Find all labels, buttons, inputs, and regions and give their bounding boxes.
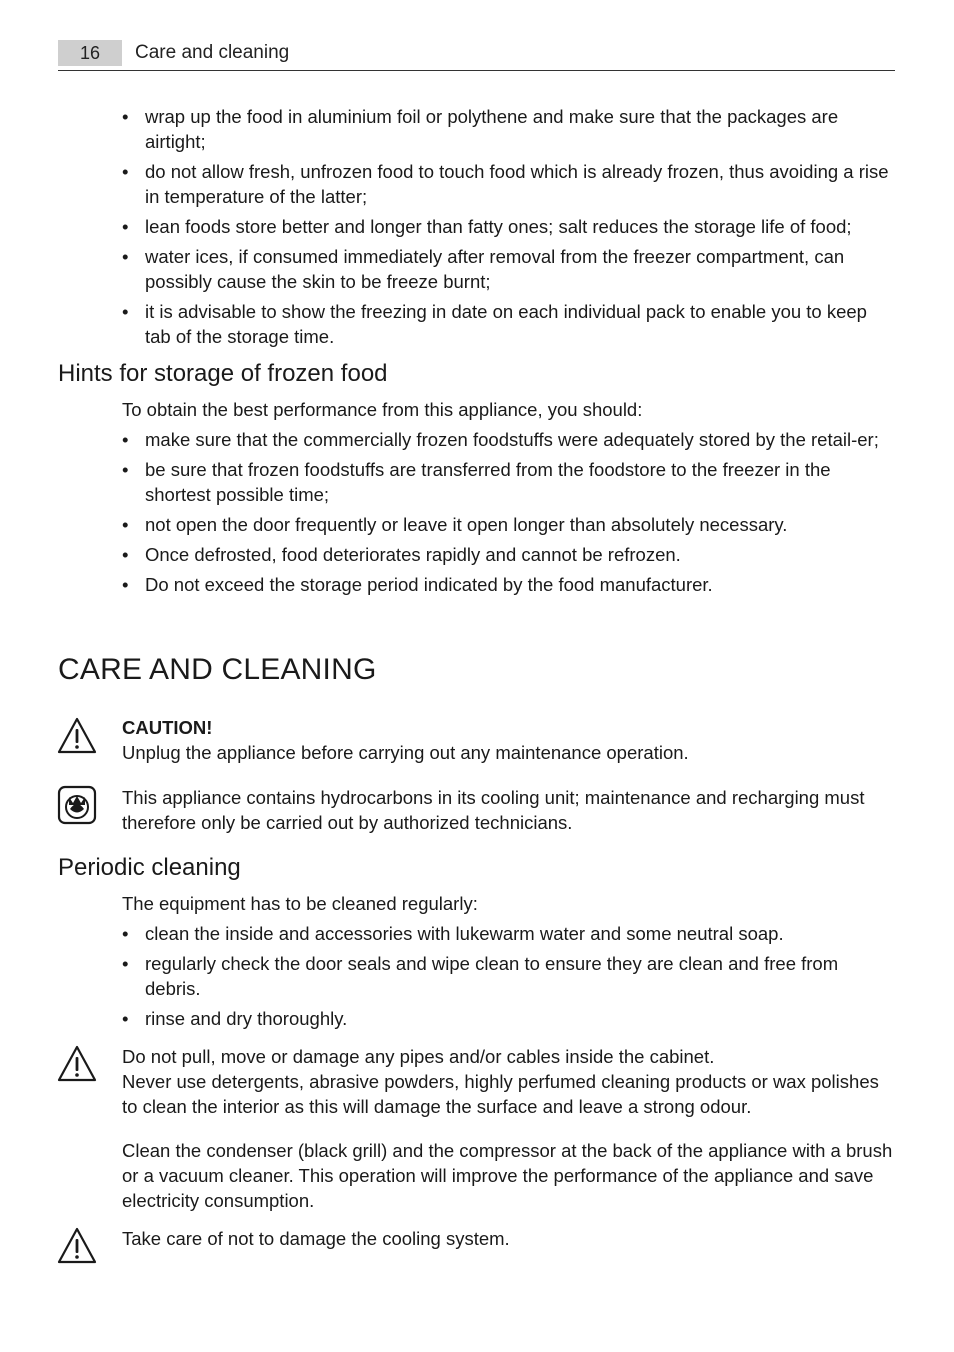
list-item: • it is advisable to show the freezing in date on each individual pack to enable you to keep tab of the storage time. (122, 301, 867, 347)
list-item: • wrap up the food in aluminium foil or polythene and make sure that the packages are airtight; (122, 106, 839, 152)
list-item: • lean foods store better and longer than fatty ones; salt reduces the storage life of food; (122, 216, 852, 237)
periodic-heading: Periodic cleaning (58, 854, 241, 881)
warning-block (122, 1044, 894, 1119)
environment-icon (57, 785, 97, 825)
hints-intro: To obtain the best performance from this appliance, you should: (122, 399, 643, 420)
caution-text: Unplug the appliance before carrying out any maintenance operation. (122, 742, 689, 763)
warning-text-detergents: Never use detergents, abrasive powders, highly perfumed cleaning products or wax polishes to clean the interior as this will damage the surface and leave a strong odour. (122, 1071, 879, 1117)
list-item: • make sure that the commercially frozen foodstuffs were adequately stored by the retail-er; (122, 429, 879, 450)
cooling-warning-text: Take care of not to damage the cooling system. (122, 1228, 510, 1249)
top-bullet-list (122, 104, 892, 354)
warning-icon (57, 1226, 97, 1266)
list-item: • be sure that frozen foodstuffs are transferred from the foodstore to the freezer in the shortest possible time; (122, 459, 831, 505)
periodic-intro: The equipment has to be cleaned regularly: (122, 893, 478, 914)
list-item: • do not allow fresh, unfrozen food to touch food which is already frozen, thus avoiding a rise in temperature of the latter; (122, 161, 889, 207)
section-heading: CARE AND CLEANING (58, 653, 377, 686)
list-item: • regularly check the door seals and wipe clean to ensure they are clean and free from debris. (122, 953, 839, 999)
list-item: • water ices, if consumed immediately after removal from the freezer compartment, can possibly cause the skin to be freeze burnt; (122, 246, 845, 292)
caution-title: CAUTION! (122, 717, 213, 738)
warning-text-pipes: Do not pull, move or damage any pipes and/or cables inside the cabinet. (122, 1046, 715, 1067)
warning-icon (57, 716, 97, 756)
caution-block (122, 715, 894, 765)
list-item: • Once defrosted, food deteriorates rapidly and cannot be refrozen. (122, 544, 681, 565)
list-item: • not open the door frequently or leave it open longer than absolutely necessary. (122, 514, 788, 535)
list-item: • rinse and dry thoroughly. (122, 1008, 348, 1029)
page-number: 16 (58, 40, 122, 66)
condenser-text: Clean the condenser (black grill) and the compressor at the back of the appliance with a brush or a vacuum cleaner. This operation will improve the performance of the appliance and save electricity consumption. (122, 1140, 893, 1211)
list-item: • clean the inside and accessories with lukewarm water and some neutral soap. (122, 923, 784, 944)
list-item: • Do not exceed the storage period indicated by the food manufacturer. (122, 574, 713, 595)
page-header (58, 40, 895, 71)
environment-text: This appliance contains hydrocarbons in its cooling unit; maintenance and recharging must therefore only be carried out by authorized technicians. (122, 787, 865, 833)
hints-bullet-list (122, 427, 892, 602)
hints-heading: Hints for storage of frozen food (58, 360, 388, 387)
periodic-bullet-list (122, 921, 892, 1036)
header-section-title: Care and cleaning (135, 42, 290, 63)
warning-icon (57, 1044, 97, 1084)
